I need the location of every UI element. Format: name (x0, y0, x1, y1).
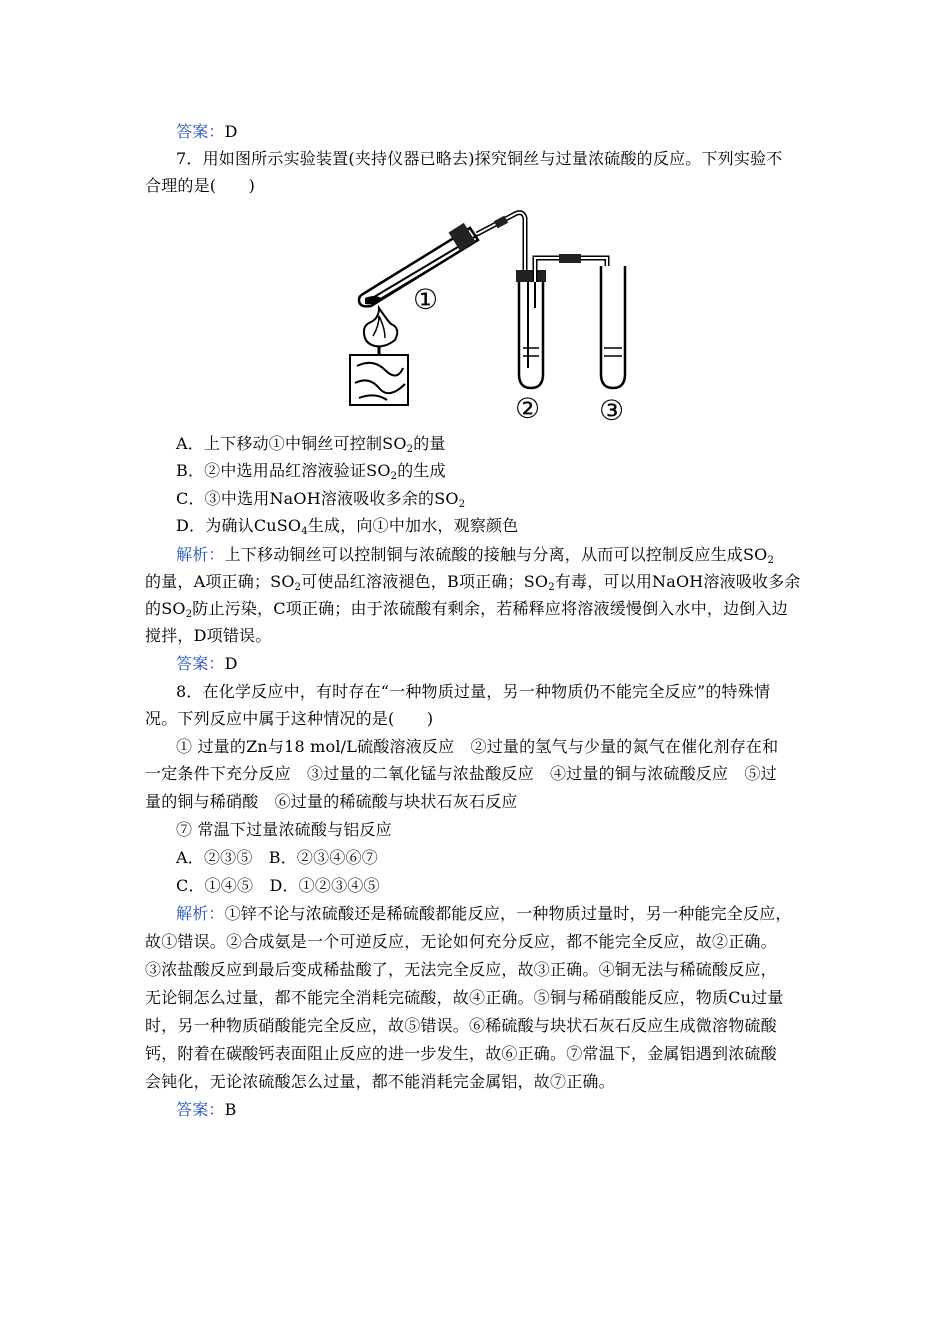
subscript: 2 (185, 609, 193, 620)
apparatus-figure (345, 208, 645, 428)
q8-stem-line2: 况。下列反应中属于这种情况的是( ) (145, 709, 434, 728)
q8-analysis-line5: 时，另一种物质硝酸能完全反应，故⑤错误。⑥稀硫酸与块状石灰石反应生成微溶物硫酸 (145, 1016, 777, 1035)
q7-analysis-line3 (145, 595, 825, 622)
q8-analysis-line6: 钙，附着在碳酸钙表面阻止反应的进一步发生，故⑥正确。⑦常温下，金属铝遇到浓硫酸 (145, 1044, 777, 1063)
delivery-tube-2 (535, 254, 607, 358)
q7-option-c (176, 485, 856, 512)
figure-label-2: ② (515, 392, 541, 425)
option-text: D．为确认CuSO (176, 516, 302, 535)
analysis-text: ①锌不论与浓硫酸还是稀硫酸都能反应，一种物质过量时，另一种能完全反应， (224, 904, 792, 923)
q7-stem-line2: 合理的是( ) (145, 176, 256, 195)
option-text: B．②中选用品红溶液验证SO (176, 461, 391, 480)
subscript: 2 (294, 582, 302, 593)
analysis-text: 上下移动铜丝可以控制铜与浓硫酸的接触与分离，从而可以控制反应生成SO (224, 545, 768, 564)
answer-label: 答案： (176, 1100, 225, 1119)
q8-items-line1: ① 过量的Zn与18 mol/L硫酸溶液反应 ②过量的氢气与少量的氮气在催化剂存在和 (176, 737, 779, 756)
q8-analysis-line2: 故①错误。②合成氨是一个可逆反应，无论如何充分反应，都不能完全反应，故②正确。 (145, 932, 777, 951)
answer-value: B (224, 1100, 237, 1119)
analysis-text: 防止污染，C项正确；由于浓硫酸有剩余，若稀释应将溶液缓慢倒入水中，边倒入边 (192, 599, 788, 618)
subscript: 2 (390, 471, 398, 482)
heater-block (350, 355, 408, 405)
option-text: 生成，向①中加水，观察颜色 (307, 516, 519, 535)
q8-answer-line (176, 1096, 856, 1123)
q7-option-a (176, 430, 856, 457)
analysis-text: 的SO (145, 599, 186, 618)
q7-option-b (176, 457, 856, 484)
q8-options-cd: C．①④⑤ D．①②③④⑤ (176, 876, 380, 895)
analysis-label: 解析： (176, 904, 225, 923)
analysis-text: 有毒，可以用NaOH溶液吸收多余 (554, 572, 801, 591)
option-text: 的量 (413, 434, 446, 453)
q8-analysis-line1 (176, 900, 856, 927)
q7-answer-line (176, 650, 856, 677)
q8-stem-line1: 8．在化学反应中，有时存在“一种物质过量，另一种物质仍不能完全反应”的特殊情 (176, 682, 771, 701)
subscript: 4 (301, 526, 308, 537)
figure-label-1: ① (413, 283, 439, 316)
q7-analysis-line2 (145, 568, 825, 595)
option-text: 的生成 (397, 461, 446, 480)
answer-label: 答案： (176, 122, 225, 141)
analysis-label: 解析： (176, 545, 225, 564)
q8-analysis-line3: ③浓盐酸反应到最后变成稀盐酸了，无法完全反应，故③正确。④铜无法与稀硫酸反应， (145, 960, 777, 979)
subscript: 2 (458, 499, 466, 510)
q7-analysis-line4: 搅拌，D项错误。 (145, 626, 272, 645)
q8-items-line2: 一定条件下充分反应 ③过量的二氧化锰与浓盐酸反应 ④过量的铜与浓硫酸反应 ⑤过 (145, 764, 777, 783)
subscript: 2 (406, 444, 414, 455)
analysis-text: 的量，A项正确；SO (145, 572, 295, 591)
q8-analysis-line7: 会钝化，无论浓硫酸怎么过量，都不能消耗完金属铝，故⑦正确。 (145, 1072, 615, 1091)
test-tube-2 (516, 270, 546, 388)
subscript: 2 (548, 582, 555, 593)
q6-answer-line (176, 118, 856, 145)
q8-analysis-line4: 无论铜怎么过量，都不能完全消耗完硫酸，故④正确。⑤铜与稀硝酸能反应，物质Cu过量 (145, 988, 784, 1007)
q8-items-line3: 量的铜与稀硝酸 ⑥过量的稀硫酸与块状石灰石反应 (145, 792, 518, 811)
option-text: A．上下移动①中铜丝可控制SO (176, 434, 407, 453)
answer-value: D (224, 122, 238, 141)
analysis-text: 可使品红溶液褪色，B项正确；SO (301, 572, 549, 591)
burner-flame (364, 308, 397, 355)
test-tube-3 (601, 266, 625, 388)
q7-analysis-line1 (176, 541, 856, 568)
q7-stem-line1: 7．用如图所示实验装置(夹持仪器已略去)探究铜丝与过量浓硫酸的反应。下列实验不 (176, 149, 783, 168)
q8-items-line4: ⑦ 常温下过量浓硫酸与铝反应 (176, 820, 392, 839)
q8-options-ab: A．②③⑤ B．②③④⑥⑦ (176, 848, 378, 867)
q7-option-d (176, 512, 856, 539)
delivery-tube-1 (477, 213, 525, 276)
answer-label: 答案： (176, 654, 225, 673)
answer-value: D (224, 654, 238, 673)
apparatus-diagram (345, 208, 645, 428)
option-text: C．③中选用NaOH溶液吸收多余的SO (176, 489, 459, 508)
subscript: 2 (767, 555, 775, 566)
figure-label-3: ③ (599, 394, 625, 427)
